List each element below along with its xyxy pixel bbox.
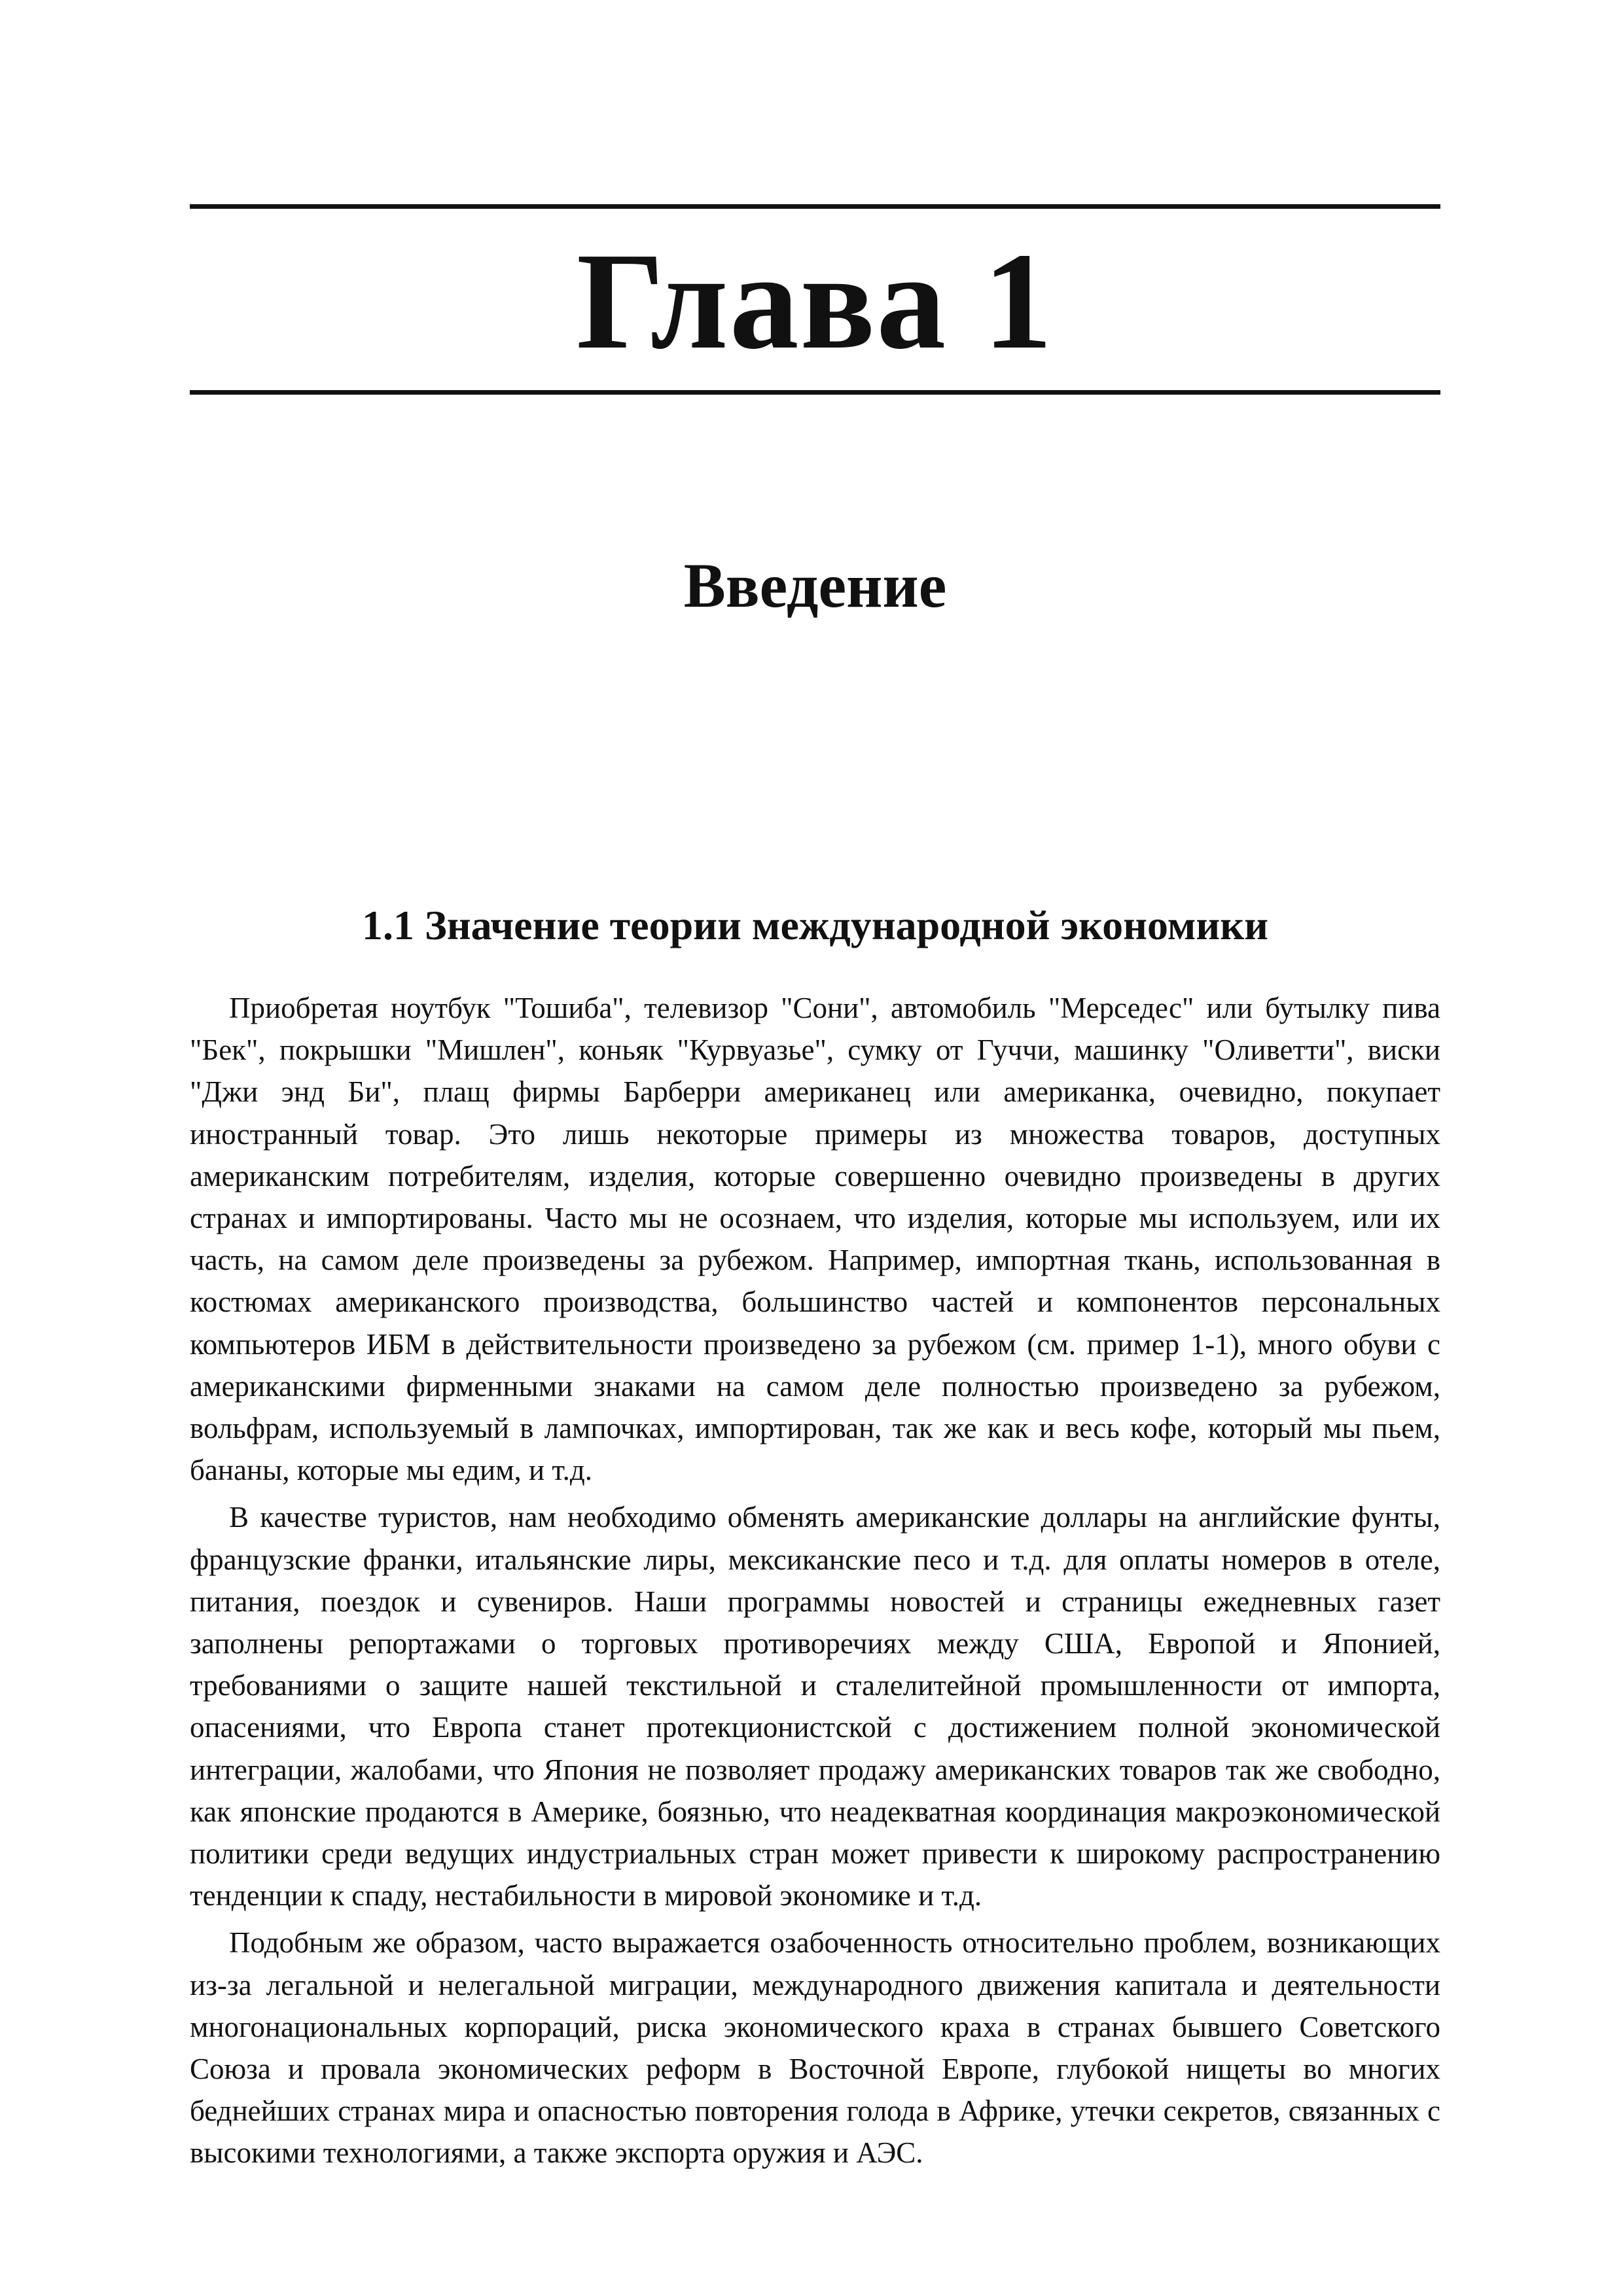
section-body bbox=[190, 987, 1440, 2179]
chapter-top-rule bbox=[190, 204, 1440, 209]
part-title: Введение bbox=[683, 550, 947, 620]
paragraph-2: В качестве туристов, нам необходимо обменять американские доллары на английские фунты, французские франки, итальянские лиры, мексиканские песо и т.д. для оплаты номеров в отеле, питания, поездок и сувениров. Наши программы новостей и страницы ежедневных газет заполнены репортажами о торговых противоречиях между США, Европой и Японией, требованиями о защите нашей текстильной и сталелитейной промышленности от импорта, опасениями, что Европа станет протекционистской с достижением полной экономической интеграции, жалобами, что Япония не позволяет продажу американских товаров так же свободно, как японские продаются в Америке, боязнью, что неадекватная координация макроэкономической политики среди ведущих индустриальных стран может привести к широкому распространению тенденции к спаду, нестабильности в мировой экономике и т.д. bbox=[190, 1501, 1440, 1912]
paragraph-1: Приобретая ноутбук "Тошиба", телевизор "Сони", автомобиль "Мерседес" или бутылку пива "Бек", покрышки "Мишлен", коньяк "Курвуазье", сумку от Гуччи, машинку "Оливетти", виски "Джи энд Би", плащ фирмы Барберри американец или американка, очевидно, покупает иностранный товар. Это лишь некоторые примеры из множества товаров, доступных американским потребителям, изделия, которые совершенно очевидно произведены в других странах и импортированы. Часто мы не осознаем, что изделия, которые мы используем, или их часть, на самом деле произведены за рубежом. Например, импортная ткань, использованная в костюмах американского производства, большинство частей и компонентов персональных компьютеров ИБМ в действительности произведено за рубежом (см. пример 1-1), много обуви с американскими фирменными знаками на самом деле полностью произведено за рубежом, вольфрам, используемый в лампочках, импортирован, так же как и весь кофе, который мы пьем, бананы, которые мы едим, и т.д. bbox=[190, 992, 1440, 1487]
chapter-title: Глава 1 bbox=[576, 224, 1054, 378]
paragraph-3: Подобным же образом, часто выражается озабоченность относительно проблем, возникающих из-за легальной и нелегальной миграции, международного движения капитала и деятельности многонациональных корпораций, риска экономического краха в странах бывшего Советского Союза и провала экономических реформ в Восточной Европе, глубокой нищеты во многих беднейших странах мира и опасностью повторения голода в Африке, утечки секретов, связанных с высокими технологиями, а также экспорта оружия и АЭС. bbox=[190, 1926, 1440, 2170]
chapter-bottom-rule bbox=[190, 390, 1440, 395]
section-title: 1.1 Значение теории международной экономики bbox=[361, 902, 1269, 948]
